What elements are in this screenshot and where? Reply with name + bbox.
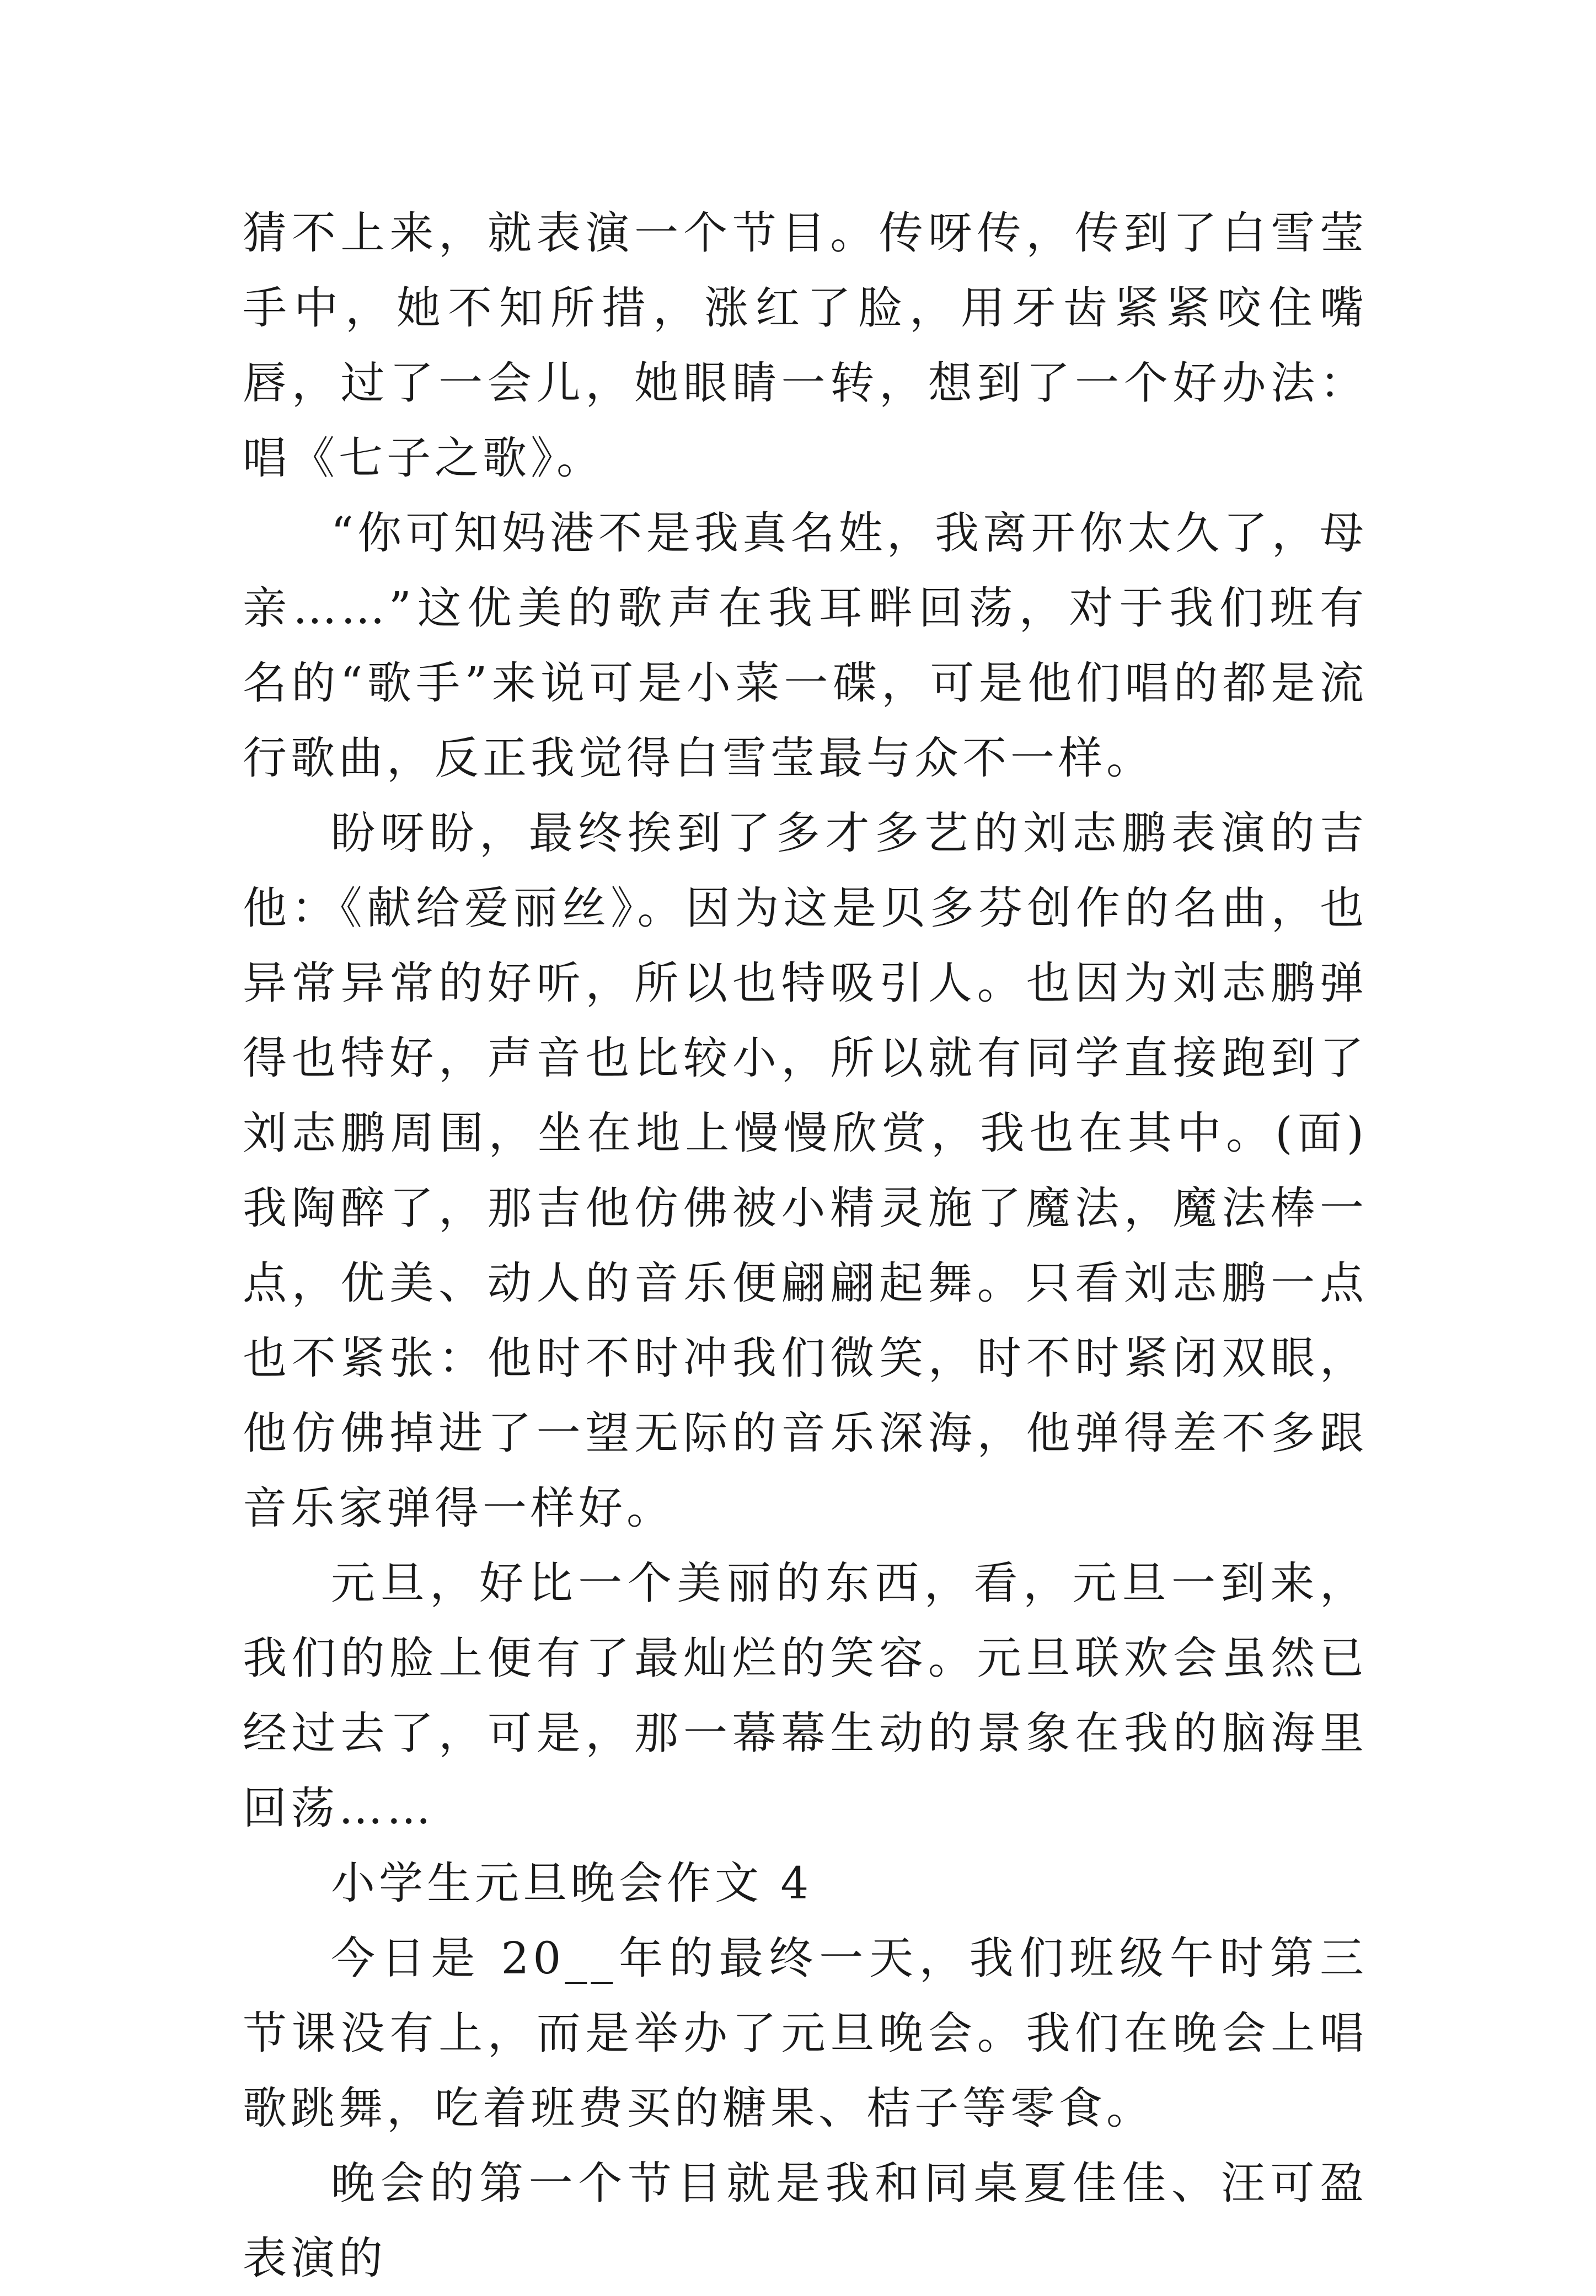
document-body xyxy=(243,196,1368,2296)
paragraph-2: “你可知妈港不是我真名姓，我离开你太久了，母亲……”这优美的歌声在我耳畔回荡，对于我们班有名的“歌手”来说可是小菜一碟，可是他们唱的都是流行歌曲，反正我觉得白雪莹最与众不一样。 xyxy=(243,507,1368,784)
paragraph-1: 猜不上来，就表演一个节目。传呀传，传到了白雪莹手中，她不知所措，涨红了脸，用牙齿紧紧咬住嘴唇，过了一会儿，她眼睛一转，想到了一个好办法：唱《七子之歌》。 xyxy=(243,207,1368,484)
paragraph-4: 元旦，好比一个美丽的东西，看，元旦一到来，我们的脸上便有了最灿烂的笑容。元旦联欢会虽然已经过去了，可是，那一幕幕生动的景象在我的脑海里回荡…… xyxy=(243,1558,1368,1834)
section-heading: 小学生元旦晚会作文 4 xyxy=(331,1858,813,1909)
paragraph-5: 今日是 20__年的最终一天，我们班级午时第三节课没有上，而是举办了元旦晚会。我们在晚会上唱歌跳舞，吃着班费买的糖果、桔子等零食。 xyxy=(243,1933,1368,2134)
paragraph-3: 盼呀盼，最终挨到了多才多艺的刘志鹏表演的吉他：《献给爱丽丝》。因为这是贝多芬创作的名曲，也异常异常的好听，所以也特吸引人。也因为刘志鹏弹得也特好，声音也比较小，所以就有同学直接跑到了刘志鹏周围，坐在地上慢慢欣赏，我也在其中。(面)我陶醉了，那吉他仿佛被小精灵施了魔法，魔法棒一点，优美、动人的音乐便翩翩起舞。只看刘志鹏一点也不紧张：他时不时冲我们微笑，时不时紧闭双眼，他仿佛掉进了一望无际的音乐深海，他弹得差不多跟音乐家弹得一样好。 xyxy=(243,807,1368,1534)
paragraph-6: 晚会的第一个节目就是我和同桌夏佳佳、汪可盈表演的 xyxy=(243,2158,1368,2284)
